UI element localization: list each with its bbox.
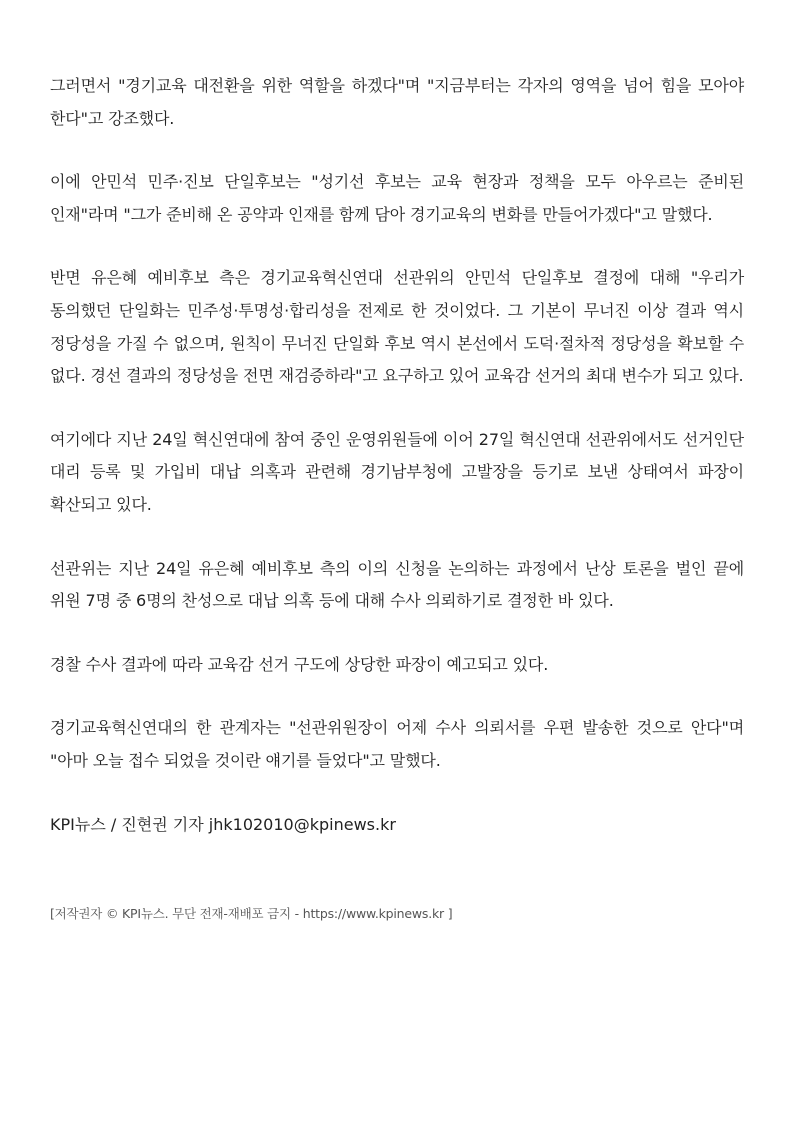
article-byline: KPI뉴스 / 진현권 기자 jhk102010@kpinews.kr [50, 814, 396, 834]
article-paragraph-1: 그러면서 "경기교육 대전환을 위한 역할을 하겠다"며 "지금부터는 각자의 영역을 넘어 힘을 모아야 한다"고 강조했다. [50, 76, 744, 128]
copyright-notice: [저작권자 © KPI뉴스. 무단 전재-재배포 금지 - https://www.kpinews.kr ] [50, 906, 453, 921]
article-paragraph-2: 이에 안민석 민주·진보 단일후보는 "성기선 후보는 교육 현장과 정책을 모두 아우르는 준비된 인재"라며 "그가 준비해 온 공약과 인재를 함께 담아 경기교육의 변화를 만들어가겠다"고 말했다. [50, 172, 744, 224]
article-paragraph-4: 여기에다 지난 24일 혁신연대에 참여 중인 운영위원들에 이어 27일 혁신연대 선관위에서도 선거인단 대리 등록 및 가입비 대납 의혹과 관련해 경기남부청에 고발장을 등기로 보낸 상태여서 파장이 확산되고 있다. [50, 429, 744, 514]
article-body [50, 70, 744, 841]
article-paragraph-5: 선관위는 지난 24일 유은혜 예비후보 측의 이의 신청을 논의하는 과정에서 난상 토론을 벌인 끝에 위원 7명 중 6명의 찬성으로 대납 의혹 등에 대해 수사 의뢰하기로 결정한 바 있다. [50, 558, 744, 611]
article-paragraph-7: 경기교육혁신연대의 한 관계자는 "선관위원장이 어제 수사 의뢰서를 우편 발송한 것으로 안다"며 "아마 오늘 접수 되었을 것이란 얘기를 들었다"고 말했다. [50, 718, 744, 770]
article-paragraph-3: 반면 유은혜 예비후보 측은 경기교육혁신연대 선관위의 안민석 단일후보 결정에 대해 "우리가 동의했던 단일화는 민주성·투명성·합리성을 전제로 한 것이었다. 그 기본이 무너진 이상 결과 역시 정당성을 가질 수 없으며, 원칙이 무너진 단일화 후보 역시 본선에서 도덕·절차적 정당성을 확보할 수 없다. 경선 결과의 정당성을 전면 재검증하라"고 요구하고 있어 교육감 선거의 최대 변수가 되고 있다. [50, 268, 744, 386]
article-paragraph-6: 경찰 수사 결과에 따라 교육감 선거 구도에 상당한 파장이 예고되고 있다. [50, 654, 549, 674]
